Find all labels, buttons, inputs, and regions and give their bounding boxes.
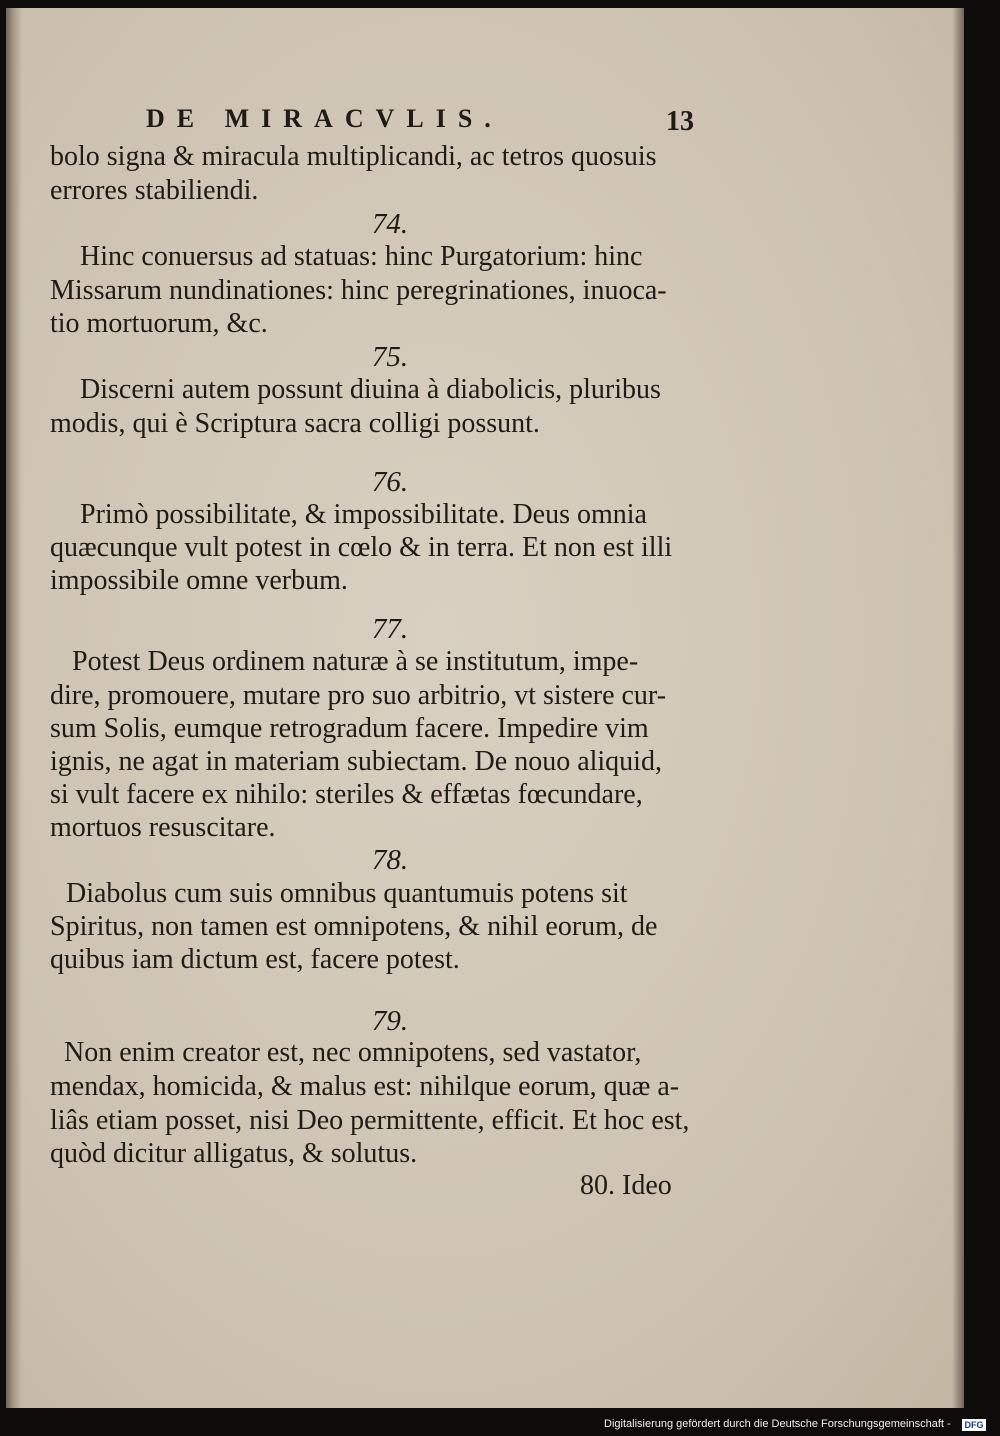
text-line: bolo signa & miracula multiplicandi, ac tetros quosuis xyxy=(50,141,657,172)
section-number: 76. xyxy=(371,466,409,498)
book-page xyxy=(6,8,964,1408)
text-line: tio mortuorum, &c. xyxy=(50,308,268,339)
text-line: Discerni autem possunt diuina à diabolicis, pluribus xyxy=(80,374,661,405)
digitization-credit: Digitalisierung gefördert durch die Deutsche Forschungsgemeinschaft - xyxy=(604,1418,951,1430)
text-line: dire, promouere, mutare pro suo arbitrio, vt sistere cur- xyxy=(50,680,667,711)
page-spine-shadow xyxy=(6,8,22,1408)
section-number: 77. xyxy=(371,613,409,645)
section-number: 74. xyxy=(371,208,409,240)
page-number: 13 xyxy=(666,106,694,137)
section-number: 79. xyxy=(371,1005,409,1037)
text-line: liâs etiam posset, nisi Deo permittente, efficit. Et hoc est, xyxy=(50,1105,690,1136)
running-head: DE MIRACVLIS. xyxy=(146,104,503,133)
text-line: quòd dicitur alligatus, & solutus. xyxy=(50,1138,418,1169)
text-line: mendax, homicida, & malus est: nihilque eorum, quæ a- xyxy=(50,1071,680,1102)
dfg-logo: DFG xyxy=(962,1419,986,1431)
text-line: si vult facere ex nihilo: steriles & effætas fœcundare, xyxy=(50,779,643,810)
text-line: Hinc conuersus ad statuas: hinc Purgatorium: hinc xyxy=(80,241,643,272)
text-line: Diabolus cum suis omnibus quantumuis potens sit xyxy=(66,878,628,909)
text-line: Non enim creator est, nec omnipotens, sed vastator, xyxy=(64,1037,642,1068)
text-line: Potest Deus ordinem naturæ à se institutum, impe- xyxy=(72,646,639,677)
text-line: sum Solis, eumque retrogradum facere. Impedire vim xyxy=(50,713,649,744)
text-line: Primò possibilitate, & impossibilitate. Deus omnia xyxy=(80,499,647,530)
text-line: errores stabiliendi. xyxy=(50,175,259,206)
text-line: Missarum nundinationes: hinc peregrinationes, inuoca- xyxy=(50,275,667,306)
text-line: impossibile omne verbum. xyxy=(50,565,348,596)
text-line: quibus iam dictum est, facere potest. xyxy=(50,944,460,975)
text-line: mortuos resuscitare. xyxy=(50,812,276,843)
page-edge-shadow xyxy=(952,8,964,1408)
section-number: 78. xyxy=(371,844,409,876)
text-line: Spiritus, non tamen est omnipotens, & nihil eorum, de xyxy=(50,911,658,942)
text-line: quæcunque vult potest in cœlo & in terra. Et non est illi xyxy=(50,532,673,563)
text-line: modis, qui è Scriptura sacra colligi possunt. xyxy=(50,408,540,439)
catchword: 80. Ideo xyxy=(580,1170,672,1201)
section-number: 75. xyxy=(371,341,409,373)
text-line: ignis, ne agat in materiam subiectam. De nouo aliquid, xyxy=(50,746,662,777)
